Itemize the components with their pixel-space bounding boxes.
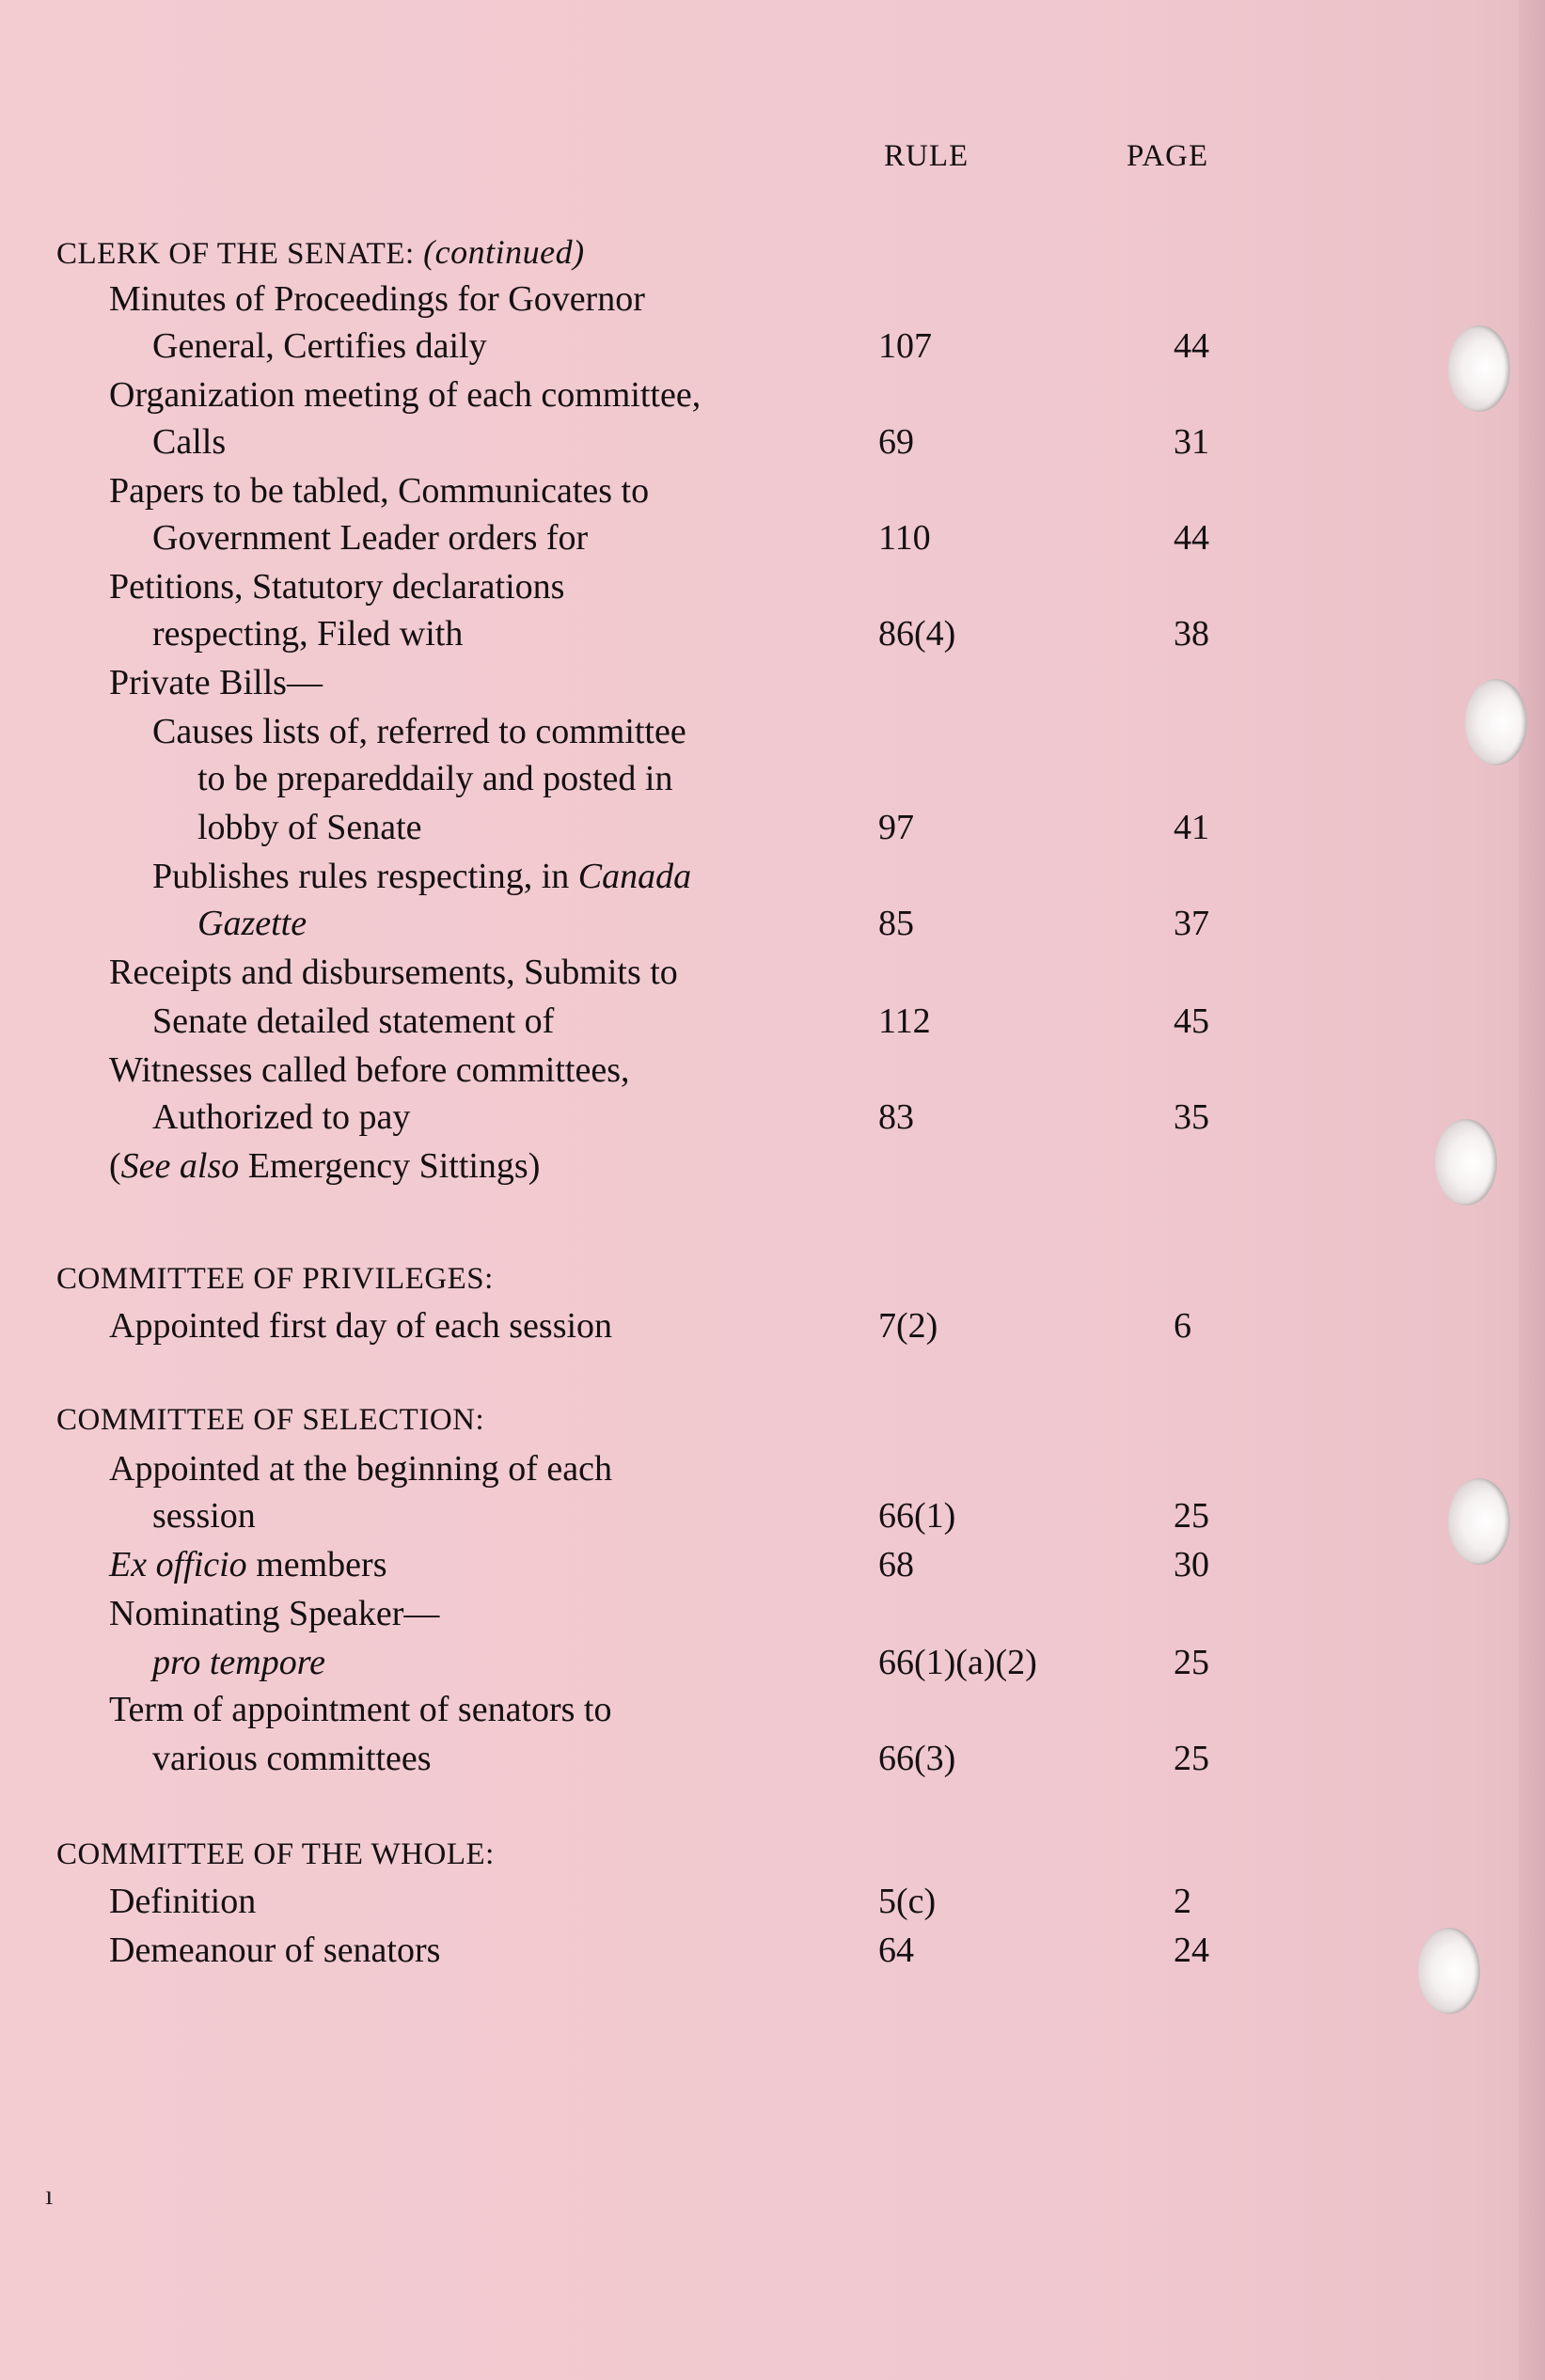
index-entry: [0, 658, 1545, 707]
index-entry: [0, 418, 1545, 466]
entry-text-part: Term of appointment of senators to: [109, 1690, 612, 1729]
entry-text: [152, 513, 588, 562]
index-entry: [0, 275, 1545, 323]
rule-number: 86(4): [878, 614, 956, 654]
entry-text-part: Organization meeting of each committee,: [109, 375, 702, 415]
entry-text: [152, 707, 686, 756]
page-column-header: PAGE: [1127, 139, 1209, 173]
entry-text: [152, 322, 487, 370]
page-number: 6: [1174, 1306, 1191, 1346]
entry-text: [56, 1395, 484, 1444]
rule-number: 69: [878, 422, 914, 462]
entry-italic-text: Gazette: [197, 904, 307, 943]
entry-text-part: General, Certifies daily: [152, 326, 487, 366]
index-entry: [0, 322, 1545, 370]
entry-text-part: COMMITTEE OF SELECTION:: [56, 1403, 485, 1437]
entry-text: [109, 1046, 630, 1095]
entry-text-part: Private Bills—: [109, 663, 323, 702]
entry-text-part: Causes lists of, referred to committee: [152, 712, 686, 751]
entry-text-part: Appointed first day of each session: [109, 1306, 613, 1346]
index-section-heading: [0, 1254, 1545, 1303]
rule-number: 85: [878, 904, 914, 943]
page-number: 35: [1174, 1097, 1209, 1137]
index-entry: [0, 1444, 1545, 1493]
index-entry: [0, 1589, 1545, 1638]
entry-text-part: Witnesses called before committees,: [109, 1050, 630, 1090]
entry-text-part: Government Leader orders for: [152, 518, 589, 558]
page-number: 30: [1174, 1545, 1209, 1584]
index-entry: [0, 370, 1545, 419]
index-entry: [0, 562, 1545, 611]
entry-text-part: various committees: [152, 1739, 432, 1778]
entry-text-part: Petitions, Statutory declarations: [109, 567, 565, 607]
entry-text: [152, 1638, 325, 1687]
entry-text-part: Definition: [109, 1882, 257, 1921]
index-entry: [0, 1685, 1545, 1734]
entry-text: [56, 1830, 495, 1879]
index-entry: [0, 1093, 1545, 1142]
page-number: 25: [1174, 1496, 1209, 1536]
rule-number: 66(1)(a)(2): [878, 1643, 1037, 1682]
entry-text: [109, 275, 645, 323]
entry-text-part: COMMITTEE OF THE WHOLE:: [56, 1837, 495, 1871]
index-entry: [0, 852, 1545, 901]
rule-number: 66(1): [878, 1496, 956, 1536]
rule-number: 83: [878, 1097, 914, 1137]
rule-number: 110: [878, 518, 931, 558]
entry-text: [109, 948, 678, 997]
entry-text-part: Nominating Speaker—: [109, 1594, 440, 1633]
index-entry: [0, 899, 1545, 948]
index-entry: [0, 1046, 1545, 1095]
entry-text: [152, 418, 226, 466]
index-entry: [0, 466, 1545, 515]
entry-text-part: Calls: [152, 422, 227, 462]
page-number: 31: [1174, 422, 1209, 462]
entry-text: [109, 1589, 439, 1638]
index-entry: [0, 1877, 1545, 1926]
page-number: 44: [1174, 326, 1209, 366]
index-section-heading: [0, 228, 1545, 276]
entry-text: [109, 562, 564, 611]
page-number: 38: [1174, 614, 1209, 654]
page-number: 44: [1174, 518, 1209, 558]
entry-text: [109, 1926, 440, 1975]
entry-text-part: lobby of Senate: [197, 808, 422, 847]
rule-number: 107: [878, 326, 932, 366]
entry-text: [109, 1540, 386, 1589]
entry-text: [109, 1877, 256, 1926]
entry-text: [152, 1093, 410, 1142]
entry-text-part: Publishes rules respecting, in: [152, 857, 578, 896]
entry-text-part: Papers to be tabled, Communicates to: [109, 471, 650, 511]
rule-number: 5(c): [878, 1882, 937, 1921]
entry-text-part: Authorized to pay: [152, 1097, 411, 1137]
entry-text: [152, 997, 554, 1046]
rule-number: 7(2): [878, 1306, 938, 1346]
continued-note: (continued): [414, 233, 585, 271]
entry-text: [109, 1301, 612, 1350]
entry-text: [56, 1254, 494, 1303]
entry-text-part: Demeanour of senators: [109, 1931, 441, 1970]
entry-text-part: Senate detailed statement of: [152, 1001, 555, 1041]
entry-text: [197, 803, 422, 852]
entry-text-part: (: [109, 1146, 121, 1186]
index-entry: [0, 997, 1545, 1046]
index-entry: [0, 707, 1545, 756]
entry-italic-text: pro tempore: [152, 1643, 325, 1682]
entry-text-part: Minutes of Proceedings for Governor: [109, 279, 645, 319]
index-entry: [0, 803, 1545, 852]
page-number: 41: [1174, 808, 1209, 847]
stray-mark: ı: [45, 2180, 54, 2211]
entry-text-part: CLERK OF THE SENATE:: [56, 237, 415, 271]
entry-text-part: Appointed at the beginning of each: [109, 1449, 613, 1489]
rule-number: 64: [878, 1931, 914, 1970]
index-entry: [0, 1142, 1545, 1190]
entry-text: [109, 1444, 612, 1493]
page-number: 25: [1174, 1739, 1209, 1778]
entry-text: [197, 754, 672, 803]
entry-text: [152, 852, 691, 901]
index-entry: [0, 1540, 1545, 1589]
index-entry: [0, 1734, 1545, 1783]
page-number: 45: [1174, 1001, 1209, 1041]
entry-text-part: members: [246, 1545, 387, 1584]
index-entry: [0, 513, 1545, 562]
index-section-heading: [0, 1395, 1545, 1444]
entry-text: [152, 1491, 256, 1540]
rule-number: 68: [878, 1545, 914, 1584]
index-entry: [0, 1638, 1545, 1687]
page-number: 2: [1174, 1882, 1191, 1921]
entry-text-part: Receipts and disbursements, Submits to: [109, 953, 678, 992]
index-entry: [0, 1491, 1545, 1540]
entry-text: [109, 466, 649, 515]
entry-text: [152, 1734, 432, 1783]
entry-text-part: to be prepareddaily and posted in: [197, 759, 673, 798]
entry-text-part: COMMITTEE OF PRIVILEGES:: [56, 1262, 494, 1296]
rule-number: 66(3): [878, 1739, 956, 1778]
entry-italic-text: Ex officio: [109, 1545, 247, 1584]
index-entry: [0, 754, 1545, 803]
index-entry: [0, 609, 1545, 658]
rule-number: 112: [878, 1001, 931, 1041]
entry-text-part: respecting, Filed with: [152, 614, 464, 654]
index-entry: [0, 948, 1545, 997]
entry-italic-text: See also: [120, 1146, 240, 1186]
entry-text: [109, 658, 323, 707]
entry-text: [109, 1142, 540, 1190]
page-number: 37: [1174, 904, 1209, 943]
entry-text: [197, 899, 307, 948]
entry-text-part: Emergency Sittings): [239, 1146, 541, 1186]
index-entry: [0, 1926, 1545, 1975]
entry-text: [56, 228, 585, 278]
entry-italic-text: Canada: [577, 857, 692, 896]
page-number: 25: [1174, 1643, 1209, 1682]
entry-text: [109, 370, 701, 419]
index-section-heading: [0, 1830, 1545, 1879]
entry-text: [152, 609, 463, 658]
page-number: 24: [1174, 1931, 1209, 1970]
rule-number: 97: [878, 808, 914, 847]
entry-text: [109, 1685, 612, 1734]
rule-column-header: RULE: [884, 139, 970, 173]
index-entry: [0, 1301, 1545, 1350]
entry-text-part: session: [152, 1496, 256, 1536]
